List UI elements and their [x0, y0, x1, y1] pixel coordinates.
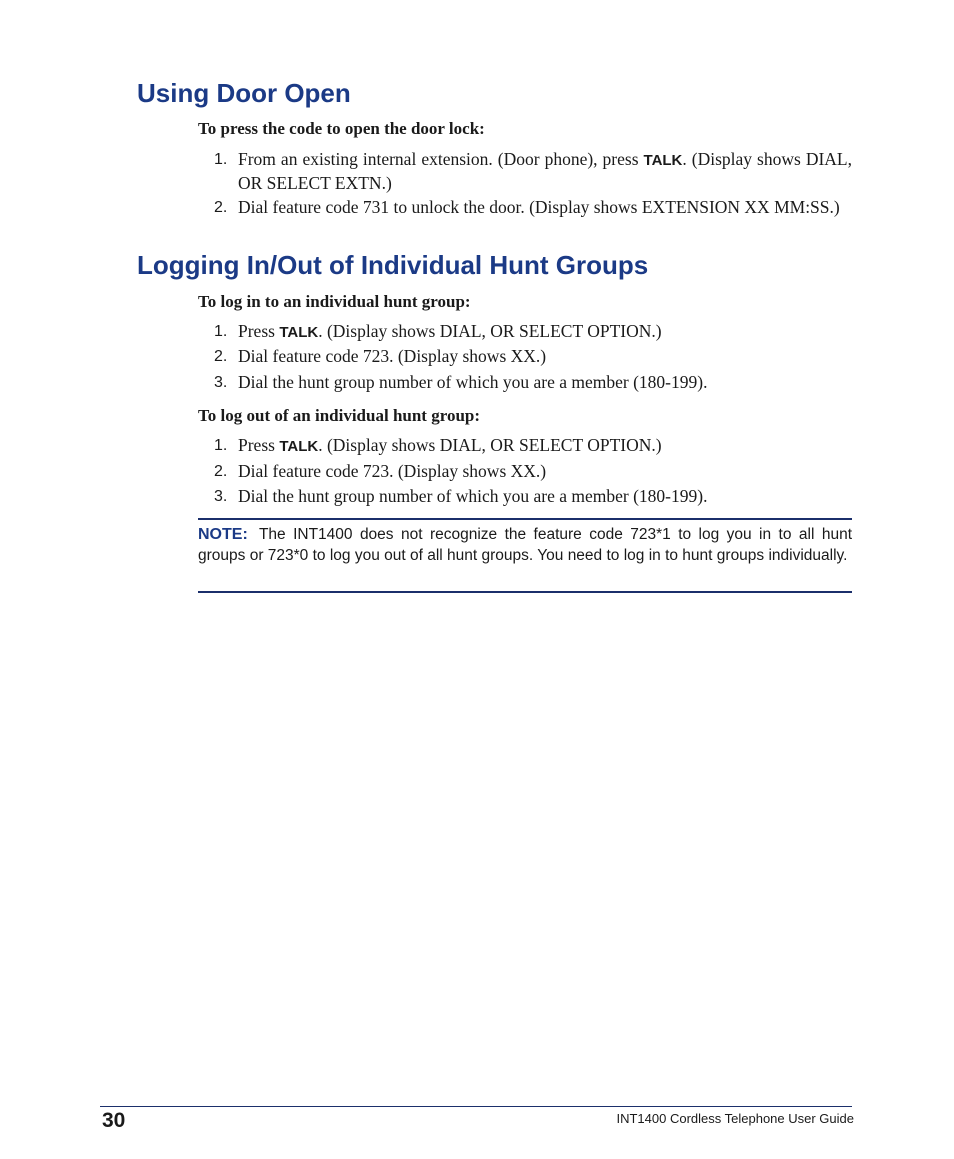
talk-key-label: TALK: [643, 152, 683, 169]
step-number: 2.: [214, 463, 228, 480]
footer-rule: [100, 1106, 852, 1107]
step-text: Dial feature code 723. (Display shows XX.): [238, 461, 547, 481]
talk-key-label: TALK: [279, 324, 319, 341]
step-number: 1.: [214, 437, 228, 454]
step-text: Dial feature code 723. (Display shows XX.): [238, 346, 547, 366]
note-body: The INT1400 does not recognize the feature code 723*1 to log you in to all hunt groups or 723*0 to log you out of all hunt groups. You need to log in to hunt groups individually.: [198, 526, 852, 564]
list-item: [214, 196, 852, 219]
note-text: [198, 524, 852, 566]
step-text: Press TALK. (Display shows DIAL, OR SELECT OPTION.): [238, 435, 662, 455]
talk-key-label: TALK: [279, 438, 319, 455]
step-text: From an existing internal extension. (Door phone), press TALK. (Display shows DIAL, OR SELECT EXTN.): [238, 149, 852, 193]
step-text: Press TALK. (Display shows DIAL, OR SELECT OPTION.): [238, 321, 662, 341]
step-number: 2.: [214, 199, 228, 216]
step-number: 1.: [214, 323, 228, 340]
step-text: Dial the hunt group number of which you are a member (180-199).: [238, 372, 708, 392]
step-text: Dial the hunt group number of which you are a member (180-199).: [238, 486, 708, 506]
section-heading-hunt-groups: Logging In/Out of Individual Hunt Groups: [137, 250, 649, 280]
step-number: 2.: [214, 348, 228, 365]
note-label: NOTE:: [198, 526, 248, 543]
section-heading-door-open: Using Door Open: [137, 78, 351, 108]
list-item: [214, 320, 852, 344]
list-item: [214, 371, 852, 394]
list-item: [214, 434, 852, 458]
list-item: [214, 460, 852, 483]
list-item: [214, 345, 852, 368]
step-number: 3.: [214, 374, 228, 391]
page-number: 30: [102, 1109, 126, 1132]
door-open-subheading: To press the code to open the door lock:: [198, 119, 485, 138]
step-text: Dial feature code 731 to unlock the door. (Display shows EXTENSION XX MM:SS.): [238, 197, 840, 217]
footer-title: INT1400 Cordless Telephone User Guide: [616, 1111, 854, 1126]
list-item: [214, 485, 852, 508]
logout-subheading: To log out of an individual hunt group:: [198, 406, 481, 425]
login-subheading: To log in to an individual hunt group:: [198, 292, 471, 311]
list-item: [214, 148, 852, 195]
step-number: 3.: [214, 488, 228, 505]
step-number: 1.: [214, 151, 228, 168]
